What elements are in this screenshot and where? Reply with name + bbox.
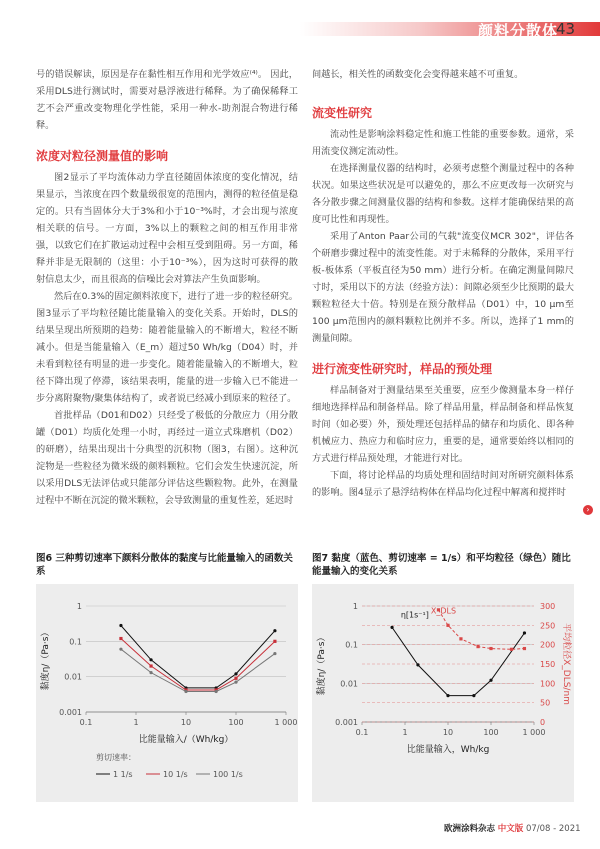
data-point [510, 648, 513, 651]
right-paragraph-3: 在选择测量仪器的结构时，必须考虑整个测量过程中的各种状况。如果这些状况是可以避免的，那么不应更改每一次研究与各分散步骤之间测量仪器的结构和参数。这样才能确保结果的高度可比性和再现性。 [312, 163, 574, 225]
x-tick-label: 1 [133, 718, 139, 727]
data-point [149, 664, 152, 667]
page-number: 43 [556, 20, 576, 38]
legend-label: 100 1/s [213, 770, 243, 779]
heading-rheology: 流变性研究 [312, 106, 373, 120]
x-tick-label: 0.1 [79, 718, 93, 727]
xdls-annotation: X_DLS [430, 606, 457, 616]
data-point [234, 677, 237, 680]
y2-tick-label: 250 [540, 621, 556, 631]
data-point [476, 645, 479, 648]
series-line [438, 610, 524, 649]
series-line [392, 627, 524, 695]
data-point [119, 624, 122, 627]
right-paragraph-6: 下面，将讨论样品的均质处理和固结时间对所研究颜料体系的影响。图4显示了悬浮结构体在样品均化过程中解离和搅拌时 [312, 470, 574, 498]
figure-6 [36, 584, 298, 802]
heading-sample-prep: 进行流变性研究时，样品的预处理 [312, 362, 493, 376]
y2-tick-label: 300 [540, 602, 556, 611]
data-point [446, 694, 449, 697]
figure-7-chart [312, 584, 574, 802]
y2-tick-label: 100 [540, 679, 556, 689]
data-point [446, 624, 449, 627]
y-tick-label: 0.001 [59, 708, 82, 717]
legend-label: 1 1/s [113, 770, 133, 779]
right-paragraph-2: 流动性是影响涂料稳定性和施工性能的重要参数。通常，采用流变仪测定流动性。 [312, 129, 574, 157]
y-tick-label: 0.001 [335, 718, 358, 727]
figure-7-title: 图7 黏度（蓝色、剪切速率 = 1/s）和平均粒径（绿色）随比能量输入的变化关系 [312, 553, 571, 577]
data-point [472, 694, 475, 697]
data-point [234, 672, 237, 675]
y-axis-label: 黏度η/（Pa·s） [41, 627, 51, 691]
left-paragraph-3: 然后在0.3%的固定颜料浓度下，进行了进一步的粒径研究。图3显示了平均粒径随比能量输入的变化关系。开始时，DLS的结果呈现出所预期的趋势：随着能量输入的不断增大，粒径不断减小。但是当能量输入（E_m）超过50 Wh/kg（D04）时，并未看到粒径有明显的进一步变化。随着能量输入的不断增大，粒径下降出现了停滞，该结果表明，能量的进一步输入已不能进一步分离附聚物/聚集体结构了，或者说已经减小到原来的粒径了。 [36, 291, 298, 404]
y2-tick-label: 200 [540, 640, 556, 650]
right-paragraph-4: 采用了Anton Paar公司的气载"流变仪MCR 302"，评估各个研磨步骤过程中的流变性能。对于未稀释的分散体，采用平行板-板体系（平板直径为50 mm）进行分析。在确定测量间隙尺寸时，采用以下的方法（经验方法）：间隙必须至少比预期的最大颗粒粒径大十倍。特别是在预分散样品（D01）中，10 μm至100 μm范围内的颜料颗粒比例并不多。所以，选择了1 mm的测量间隙。 [312, 231, 574, 344]
x-tick-label: 10 [180, 718, 192, 727]
figure-7 [312, 584, 574, 802]
page-footer [444, 822, 581, 834]
data-point [149, 671, 152, 674]
footer-brand: 欧洲涂料杂志 [444, 824, 496, 834]
data-point [273, 652, 276, 655]
data-point [523, 631, 526, 634]
y2-tick-label: 0 [540, 718, 546, 727]
data-point [489, 679, 492, 682]
y-tick-label: 0.1 [69, 637, 82, 647]
heading-concentration: 浓度对粒径测量值的影响 [36, 149, 169, 163]
y2-tick-label: 50 [540, 698, 551, 708]
data-point [119, 637, 122, 640]
data-point [184, 690, 187, 693]
data-point [273, 640, 276, 643]
y2-tick-label: 150 [540, 660, 556, 669]
x-tick-label: 1 000 [274, 718, 298, 727]
data-point [416, 663, 419, 666]
y-tick-label: 1 [352, 602, 358, 611]
figure-6-title: 图6 三种剪切速率下颜料分散体的黏度与比能量输入的函数关系 [36, 553, 293, 577]
figure-6-chart [36, 584, 298, 802]
series-line [121, 626, 275, 688]
data-point [149, 658, 152, 661]
y-tick-label: 1 [76, 602, 82, 611]
data-point [234, 681, 237, 684]
y-tick-label: 0.1 [345, 640, 358, 650]
x-tick-label: 10 [442, 728, 454, 737]
x-tick-label: 1 [402, 728, 408, 737]
page-header [0, 0, 600, 58]
section-title: 颜料分散体 [478, 22, 559, 40]
next-page-arrow-icon[interactable]: › [583, 505, 593, 515]
x-tick-label: 100 [228, 718, 244, 727]
y2-axis-label: 平均粒径X_DLS/nm [561, 623, 571, 705]
footer-edition: 中文版 [497, 824, 524, 834]
left-paragraph-4: 首批样品（D01和D02）只经受了极低的分散应力（用分散罐（D01）均质化处理一小时，再经过一道立式珠磨机（D02）的研磨），结果出现出十分典型的沉积物（图3，右图）。这种沉淀物是一些粒径为微米级的颜料颗粒。它们会发生快速沉淀，所以采用DLS无法评估或只能部分评估这些颗粒物。此外，在测量过程中不断在沉淀的微米颗粒，会导致测量的重复性差，延迟时 [36, 410, 298, 506]
series-line [121, 639, 275, 690]
right-paragraph-1: 间越长，相关性的函数变化会变得越来越不可重复。 [312, 69, 524, 80]
y-axis-label: 黏度η/（Pa·s） [317, 632, 327, 696]
data-point [489, 647, 492, 650]
footer-date: 07/08 - 2021 [525, 824, 581, 834]
series-line [121, 649, 275, 691]
data-point [273, 629, 276, 632]
eta-annotation: η[1s⁻¹] [400, 610, 429, 620]
x-tick-label: 100 [483, 728, 499, 737]
data-point [215, 690, 218, 693]
right-paragraph-5: 样品制备对于测量结果至关重要，应至少像测量本身一样仔细地选择样品和制备样品。除了样品用量，样品制备和样品恢复时间（如必要）外，预处理还包括样品的储存和均质化、即各种机械应力、热应力和临时应力，重要的是，通常要始终以相同的方式进行样品预处理，才能进行对比。 [312, 385, 574, 464]
y-tick-label: 0.01 [64, 672, 82, 682]
data-point [459, 637, 462, 640]
data-point [523, 647, 526, 650]
x-tick-label: 0.1 [355, 728, 369, 737]
x-axis-label: 比能量输入，Wh/kg [406, 745, 490, 755]
x-tick-label: 1 000 [522, 728, 546, 737]
legend-label: 10 1/s [163, 770, 188, 779]
left-paragraph-1: 号的错误解读，原因是存在黏性相互作用和光学效应⁽⁴⁾。 因此，采用DLS进行测试时，需要对悬浮液进行稀释。为了确保稀释工艺不会严重改变物理化学性能，采用一种水-助剂混合物进行稀释。 [36, 69, 298, 131]
x-axis-label: 比能量输入/（Wh/kg） [138, 735, 234, 745]
data-point [119, 648, 122, 651]
legend-title: 剪切速率： [96, 753, 136, 762]
left-column [36, 66, 298, 509]
data-point [390, 626, 393, 629]
y-tick-label: 0.01 [340, 679, 358, 689]
left-paragraph-2: 图2显示了平均流体动力学直径随固体浓度的变化情况，结果显示，当浓度在四个数量级很宽的范围内，测得的粒径值是稳定的。只有当固体分大于3%和小于10⁻³%时，才会出现与浓度相关联的信号。一方面，3%以上的颗粒之间的相互作用非常强，以致它们在扩散运动过程中会相互受到阻碍。另一方面，稀释并非是无限制的（这里：小于10⁻³%），因为这时可获得的散射信息太少，而且很高的信噪比会对算法产生负面影响。 [36, 172, 298, 285]
right-column [312, 66, 574, 501]
